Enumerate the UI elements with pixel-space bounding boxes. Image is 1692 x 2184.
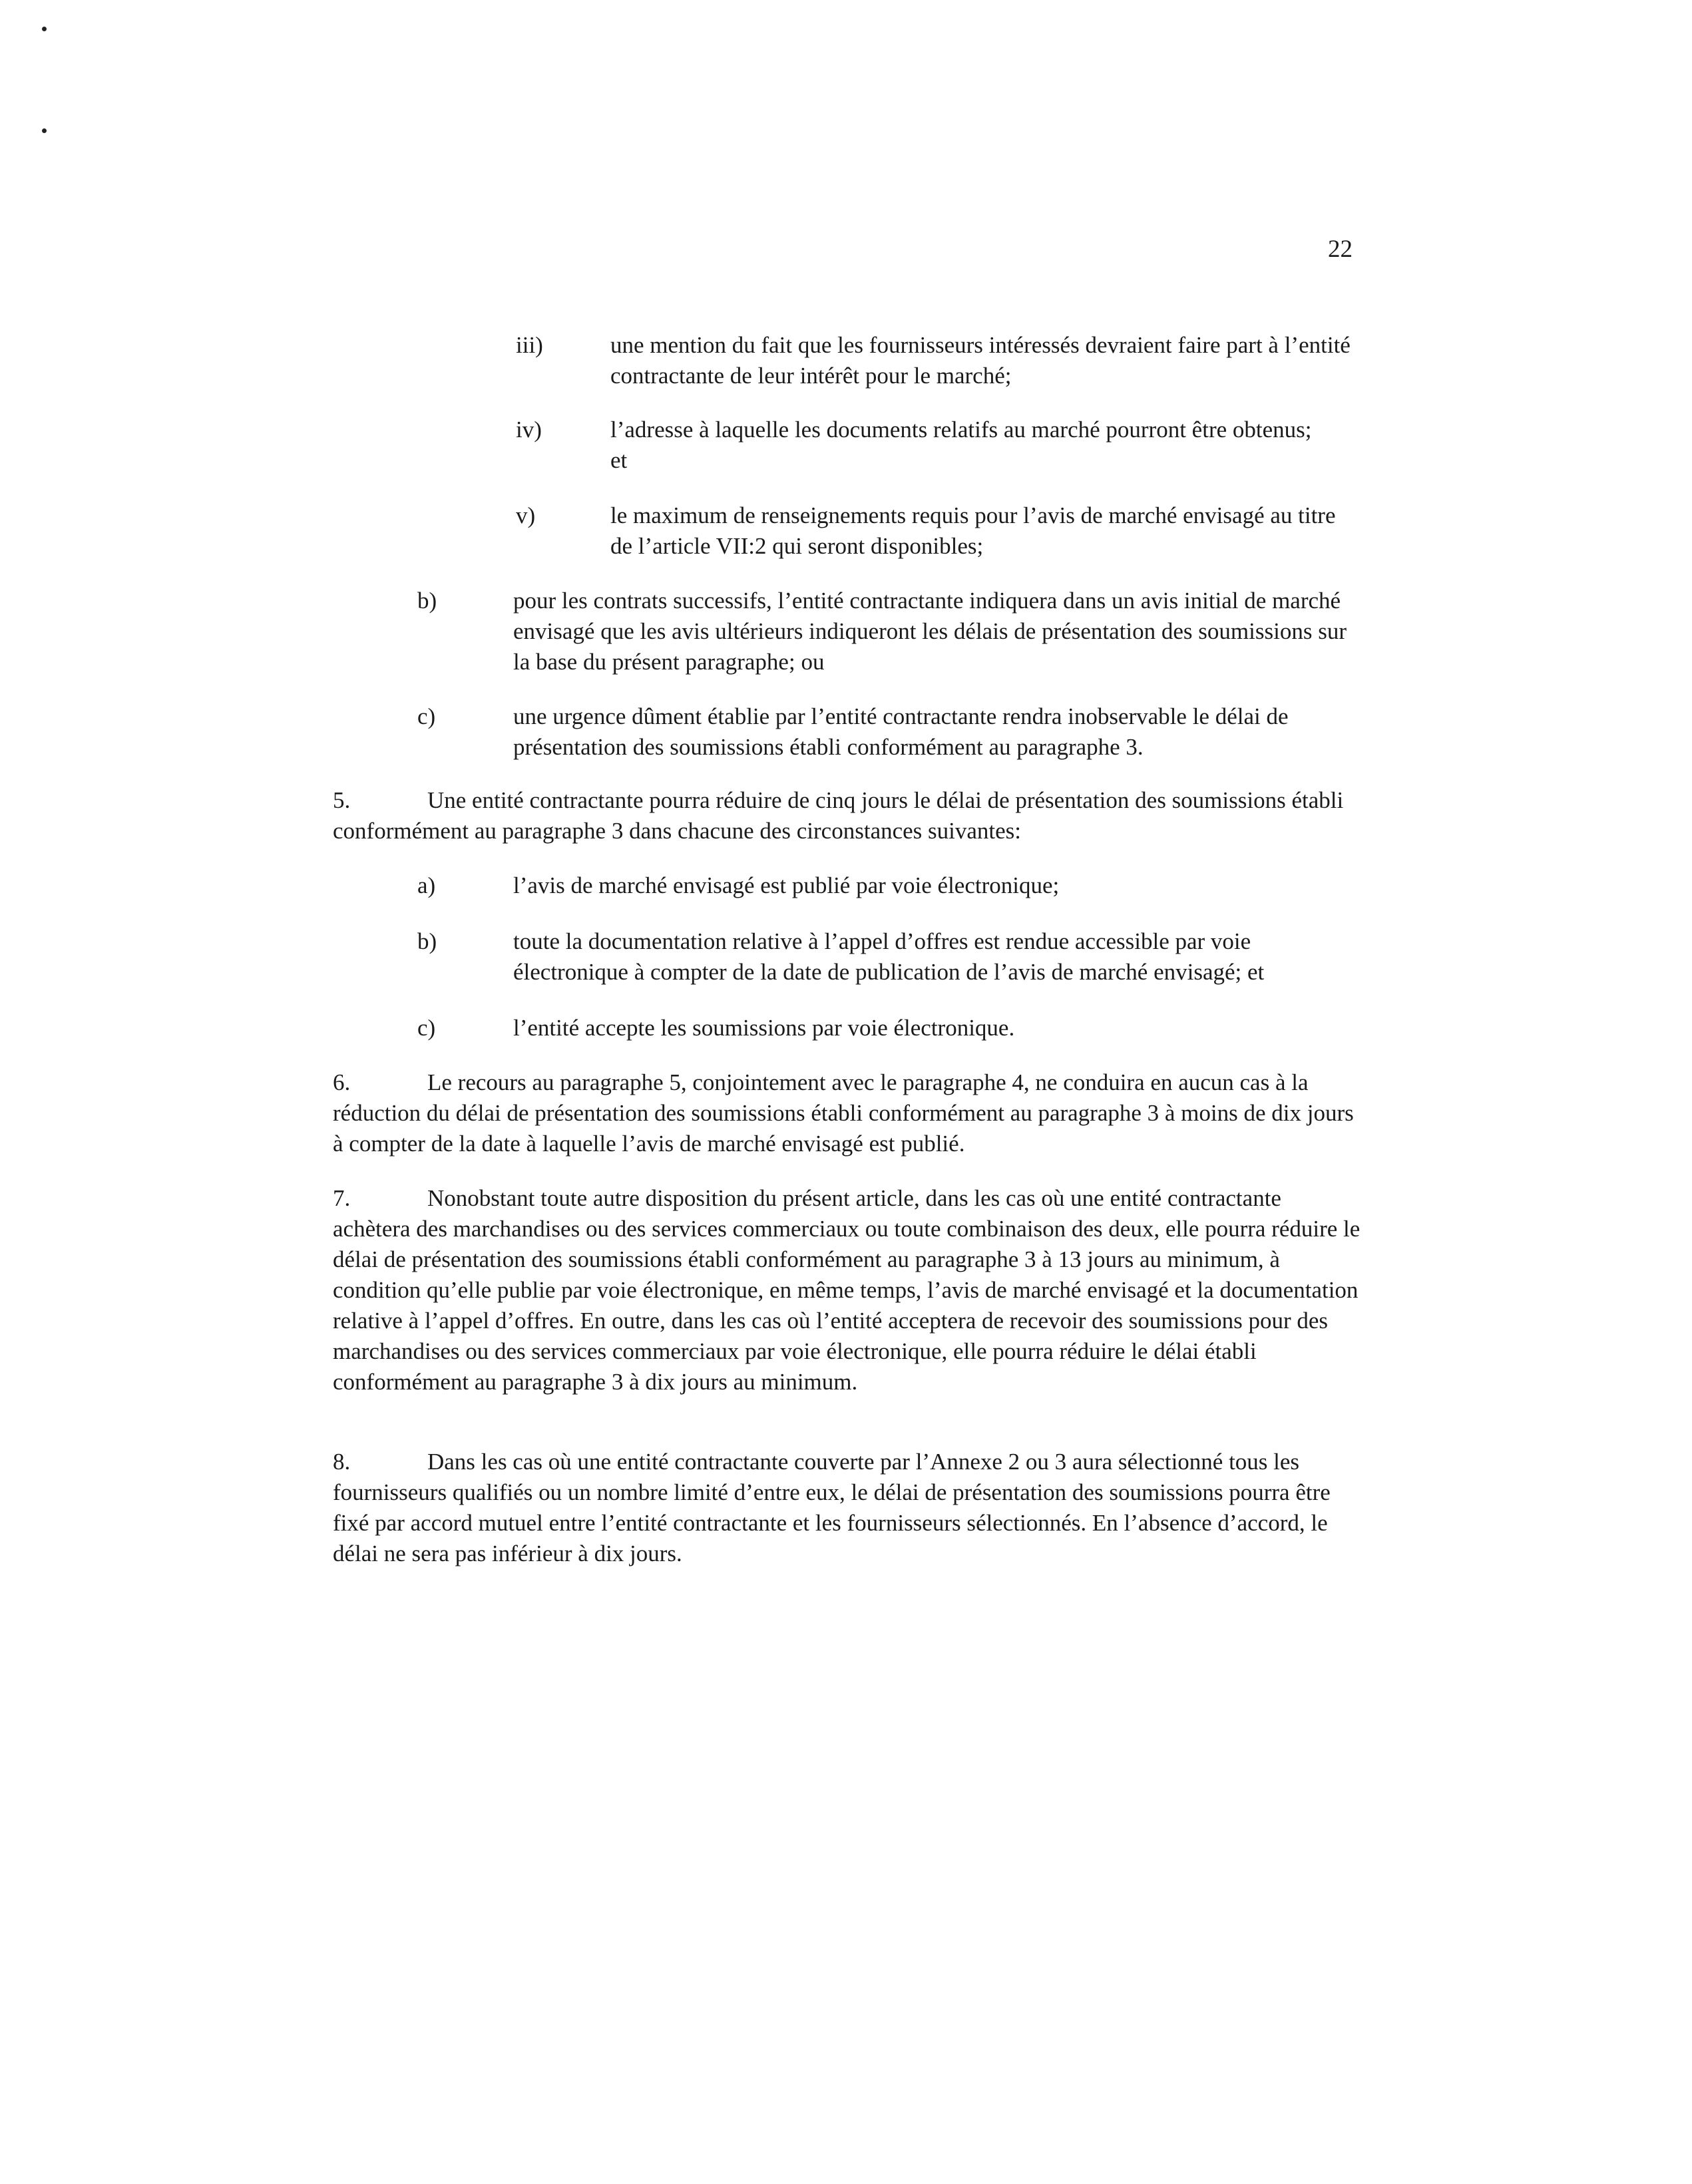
scan-speck bbox=[42, 128, 47, 133]
paragraph-text: Le recours au paragraphe 5, conjointement avec le paragraphe 4, ne conduira en aucun cas à la réduction du délai de présentation des soumissions établi conformément au paragraphe 3 à moins de dix jours à compter de la date à laquelle l’avis de marché envisagé est publié. bbox=[333, 1069, 1354, 1157]
list-item-text: l’avis de marché envisagé est publié par voie électronique; bbox=[513, 872, 1060, 898]
paragraph-number: 7. bbox=[333, 1185, 351, 1211]
list-item-label: iv) bbox=[516, 417, 542, 443]
paragraph-text: Une entité contractante pourra réduire de cinq jours le délai de présentation des soumissions établi conformément au paragraphe 3 dans chacune des circonstances suivantes: bbox=[333, 787, 1344, 844]
paragraph-5 bbox=[333, 785, 1361, 846]
list-item-text: une urgence dûment établie par l’entité contractante rendra inobservable le délai de présentation des soumissions établi conformément au paragraphe 3. bbox=[513, 703, 1289, 760]
list-item-text: le maximum de renseignements requis pour l’avis de marché envisagé au titre de l’article VII:2 qui seront disponibles; bbox=[610, 502, 1336, 559]
paragraph-number: 6. bbox=[333, 1069, 351, 1095]
list-item-text: l’entité accepte les soumissions par voie électronique. bbox=[513, 1015, 1015, 1041]
list-item-label: b) bbox=[417, 588, 437, 614]
list-item-label: a) bbox=[417, 872, 436, 898]
paragraph-number: 8. bbox=[333, 1449, 351, 1475]
list-item-text: l’adresse à laquelle les documents relatifs au marché pourront être obtenus; et bbox=[610, 417, 1312, 473]
scan-speck bbox=[42, 27, 47, 31]
list-item-label: c) bbox=[417, 1015, 436, 1041]
page-number: 22 bbox=[1328, 236, 1353, 263]
paragraph-8 bbox=[333, 1447, 1361, 1569]
paragraph-6 bbox=[333, 1067, 1361, 1159]
paragraph-text: Dans les cas où une entité contractante couverte par l’Annexe 2 ou 3 aura sélectionné tous les fournisseurs qualifiés ou un nombre limité d’entre eux, le délai de présentation des soumissions pourra être fixé par accord mutuel entre l’entité contractante et les fournisseurs sélectionnés. En l’absence d’accord, le délai ne sera pas inférieur à dix jours. bbox=[333, 1449, 1331, 1566]
list-item-label: iii) bbox=[516, 332, 543, 358]
list-item-text: toute la documentation relative à l’appel d’offres est rendue accessible par voie électronique à compter de la date de publication de l’avis de marché envisagé; et bbox=[513, 928, 1265, 985]
list-item-text: pour les contrats successifs, l’entité contractante indiquera dans un avis initial de marché envisagé que les avis ultérieurs indiqueront les délais de présentation des soumissions sur la base du présent paragraphe; ou bbox=[513, 588, 1347, 675]
list-item-text: une mention du fait que les fournisseurs intéressés devraient faire part à l’entité contractante de leur intérêt pour le marché; bbox=[610, 332, 1351, 389]
paragraph-number: 5. bbox=[333, 787, 351, 813]
list-item-label: b) bbox=[417, 928, 437, 954]
list-item-label: v) bbox=[516, 502, 536, 528]
paragraph-7 bbox=[333, 1183, 1361, 1397]
list-item-label: c) bbox=[417, 703, 436, 729]
paragraph-text: Nonobstant toute autre disposition du présent article, dans les cas où une entité contractante achètera des marchandises ou des services commerciaux ou toute combinaison des deux, elle pourra réduire le délai de présentation des soumissions établi conformément au paragraphe 3 à 13 jours au minimum, à condition qu’elle publie par voie électronique, en même temps, l’avis de marché envisagé et la documentation relative à l’appel d’offres. En outre, dans les cas où l’entité acceptera de recevoir des soumissions pour des marchandises ou des services commerciaux par voie électronique, elle pourra réduire le délai établi conformément au paragraphe 3 à dix jours au minimum. bbox=[333, 1185, 1361, 1395]
